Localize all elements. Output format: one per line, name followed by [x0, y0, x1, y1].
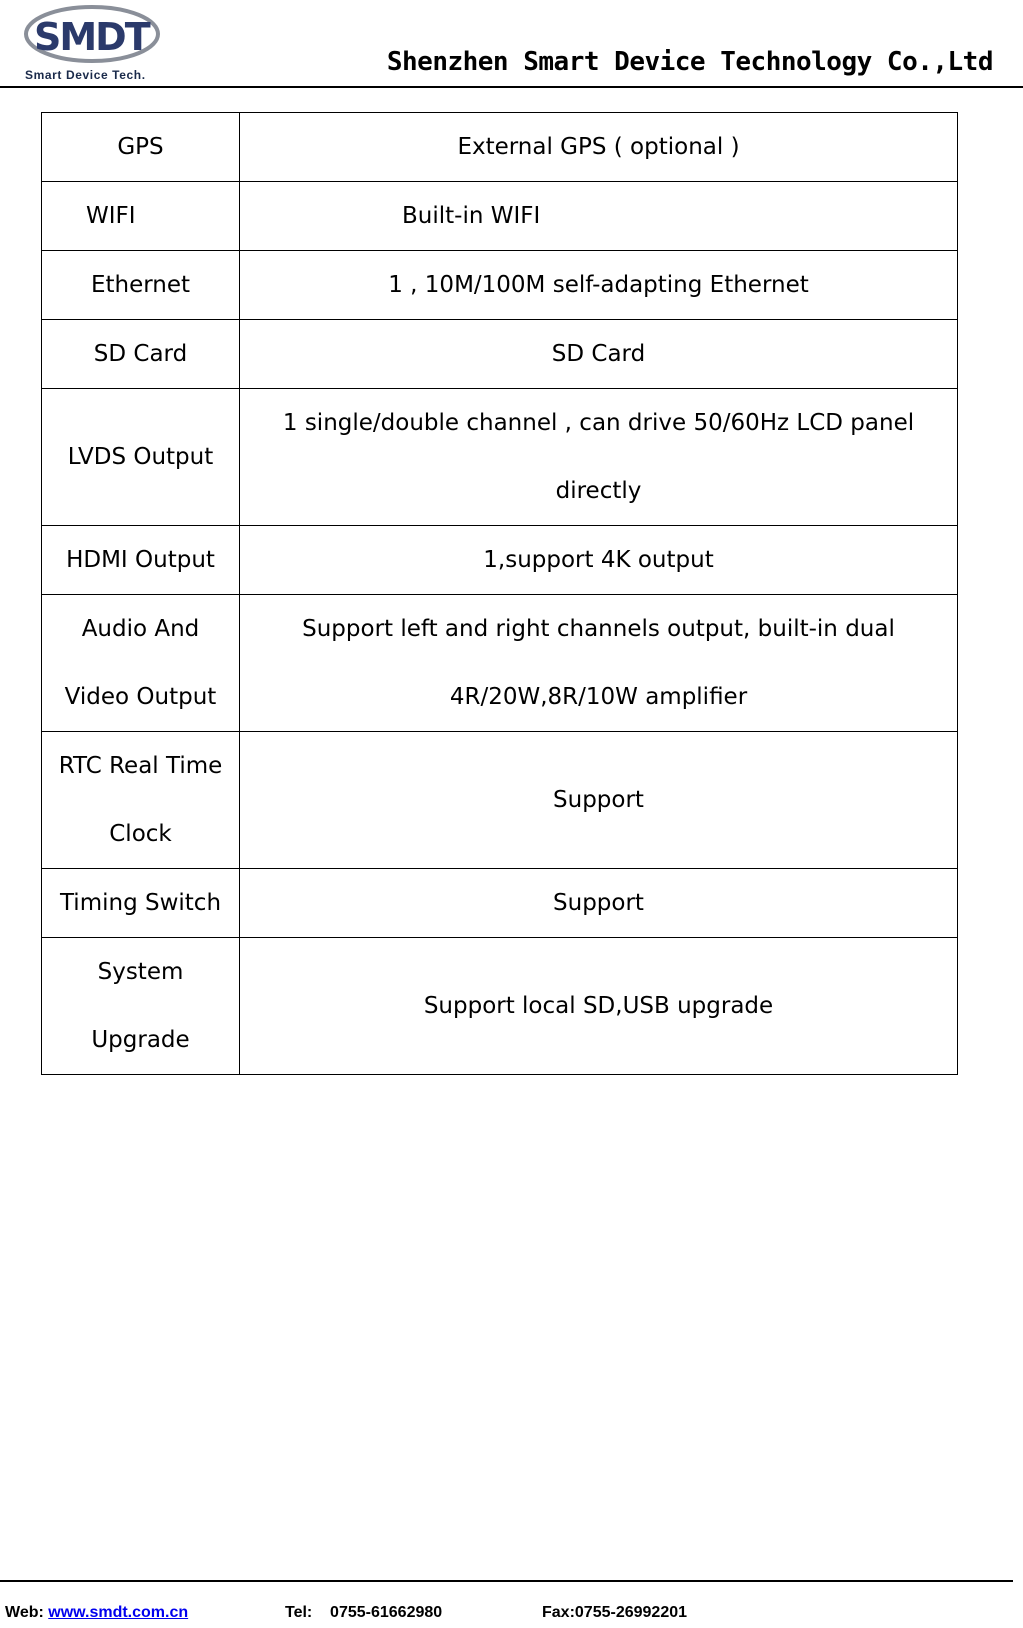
table-row — [42, 320, 958, 389]
logo-caption: Smart Device Tech. — [25, 68, 146, 82]
row-value: 1 single/double channel , can drive 50/60Hz LCD panel directly — [240, 389, 958, 526]
table-row — [42, 251, 958, 320]
row-label: Timing Switch — [42, 869, 240, 938]
row-label — [42, 182, 240, 251]
row-value: External GPS ( optional ) — [240, 113, 958, 182]
row-value: 1,support 4K output — [240, 526, 958, 595]
row-value: Support — [240, 869, 958, 938]
footer-divider — [0, 1580, 1013, 1582]
row-label: HDMI Output — [42, 526, 240, 595]
row-label: System Upgrade — [42, 938, 240, 1075]
row-label: Audio And Video Output — [42, 595, 240, 732]
web-label: Web: — [5, 1604, 44, 1621]
row-value — [240, 182, 958, 251]
row-label: GPS — [42, 113, 240, 182]
svg-text:SMDT: SMDT — [34, 15, 149, 59]
row-label: SD Card — [42, 320, 240, 389]
website-link[interactable]: www.smdt.com.cn — [48, 1604, 189, 1621]
row-value: SD Card — [240, 320, 958, 389]
row-label: RTC Real Time Clock — [42, 732, 240, 869]
smdt-logo-icon — [20, 0, 170, 70]
fax-number: Fax:0755-26992201 — [542, 1604, 688, 1621]
row-value: Support — [240, 732, 958, 869]
row-value: Support left and right channels output, built-in dual 4R/20W,8R/10W amplifier — [240, 595, 958, 732]
company-logo — [20, 0, 170, 86]
table-row — [42, 869, 958, 938]
page-footer — [5, 1604, 688, 1622]
telephone — [285, 1604, 442, 1622]
tel-label: Tel: — [285, 1604, 313, 1621]
row-label: LVDS Output — [42, 389, 240, 526]
row-value: 1 , 10M/100M self-adapting Ethernet — [240, 251, 958, 320]
table-row — [42, 389, 958, 526]
table-row — [42, 938, 958, 1075]
page-header — [0, 0, 1023, 90]
tel-value: 0755-61662980 — [330, 1604, 443, 1621]
table-row — [42, 732, 958, 869]
table-row — [42, 526, 958, 595]
row-label: Ethernet — [42, 251, 240, 320]
table-row — [42, 113, 958, 182]
header-divider — [0, 86, 1023, 88]
table-row — [42, 595, 958, 732]
company-name: Shenzhen Smart Device Technology Co.,Ltd — [386, 47, 993, 77]
specification-table — [41, 112, 958, 1075]
row-label-text: WIFI — [86, 203, 136, 229]
row-value: Support local SD,USB upgrade — [240, 938, 958, 1075]
table-row — [42, 182, 958, 251]
row-value-text: Built-in WIFI — [402, 203, 541, 229]
